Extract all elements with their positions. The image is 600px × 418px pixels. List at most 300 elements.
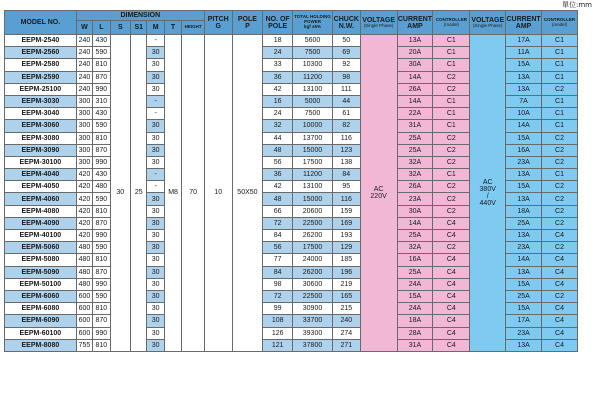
model-cell: EEPM-3040 <box>5 108 77 120</box>
header-current-220-l1: CURRENT <box>397 15 433 23</box>
controller-380-cell: C1 <box>542 47 578 59</box>
no-of-pole-cell: 72 <box>263 290 293 302</box>
model-cell: EEPM-3080 <box>5 132 77 144</box>
controller-220-cell: C4 <box>433 303 470 315</box>
controller-220-cell: C2 <box>433 205 470 217</box>
length-cell: 990 <box>93 83 110 95</box>
holding-power-cell: 10000 <box>293 120 333 132</box>
current-380-cell: 23A <box>506 327 542 339</box>
width-cell: 420 <box>76 181 92 193</box>
controller-380-cell: C2 <box>542 205 578 217</box>
width-cell: 480 <box>76 266 92 278</box>
header-controller-220-label: CONTROLLER <box>435 16 467 22</box>
model-cell: EEPM-60100 <box>5 327 77 339</box>
m-cell: - <box>147 169 164 181</box>
current-380-cell: 13A <box>506 83 542 95</box>
m-cell: 30 <box>147 254 164 266</box>
chuck-nw-cell: 50 <box>332 35 360 47</box>
header-chuck-nw <box>332 11 360 35</box>
holding-power-cell: 37800 <box>293 339 333 351</box>
chuck-nw-cell: 185 <box>332 254 360 266</box>
chuck-nw-cell: 111 <box>332 83 360 95</box>
no-of-pole-cell: 33 <box>263 59 293 71</box>
length-cell: 590 <box>93 120 110 132</box>
model-cell: EEPM-3030 <box>5 95 77 107</box>
width-cell: 420 <box>76 193 92 205</box>
current-220-cell: 18A <box>397 315 433 327</box>
header-no-of-pole-l1: NO. OF <box>265 15 290 23</box>
current-380-cell: 14A <box>506 254 542 266</box>
controller-220-cell: C1 <box>433 47 470 59</box>
controller-380-cell: C2 <box>542 144 578 156</box>
chuck-nw-cell: 69 <box>332 47 360 59</box>
holding-power-cell: 5000 <box>293 95 333 107</box>
controller-380-cell: C1 <box>542 71 578 83</box>
length-cell: 990 <box>93 156 110 168</box>
length-cell: 430 <box>93 169 110 181</box>
holding-power-cell: 17500 <box>293 156 333 168</box>
controller-220-cell: C1 <box>433 59 470 71</box>
controller-380-cell: C1 <box>542 169 578 181</box>
header-controller-380 <box>542 11 578 35</box>
header-controller-380-label: CONTROLLER <box>543 16 576 22</box>
no-of-pole-cell: 48 <box>263 144 293 156</box>
no-of-pole-cell: 108 <box>263 315 293 327</box>
width-cell: 600 <box>76 315 92 327</box>
controller-380-cell: C4 <box>542 266 578 278</box>
current-220-cell: 14A <box>397 217 433 229</box>
width-cell: 240 <box>76 47 92 59</box>
model-cell: EEPM-5090 <box>5 266 77 278</box>
controller-380-cell: C4 <box>542 278 578 290</box>
m-cell: 30 <box>147 205 164 217</box>
controller-380-cell: C2 <box>542 83 578 95</box>
header-dimension: DIMENSION <box>76 11 204 21</box>
current-220-cell: 25A <box>397 266 433 278</box>
current-220-cell: 26A <box>397 181 433 193</box>
length-cell: 590 <box>93 290 110 302</box>
no-of-pole-cell: 36 <box>263 71 293 83</box>
header-holding-l1: TOTAL HOLDING <box>294 14 331 20</box>
current-380-cell: 13A <box>506 169 542 181</box>
width-cell: 480 <box>76 278 92 290</box>
current-380-cell: 14A <box>506 120 542 132</box>
controller-380-cell: C2 <box>542 193 578 205</box>
chuck-nw-cell: 116 <box>332 132 360 144</box>
width-cell: 755 <box>76 339 92 351</box>
spec-table <box>4 10 578 352</box>
current-380-cell: 15A <box>506 132 542 144</box>
header-height-label: HEIGHT <box>184 24 202 30</box>
current-380-cell: 25A <box>506 290 542 302</box>
header-pole-label: POLE <box>237 15 257 23</box>
width-cell: 300 <box>76 132 92 144</box>
no-of-pole-cell: 36 <box>263 169 293 181</box>
controller-380-cell: C1 <box>542 35 578 47</box>
no-of-pole-cell: 84 <box>263 230 293 242</box>
header-controller-380-sub: (model) <box>551 21 568 27</box>
controller-380-cell: C2 <box>542 156 578 168</box>
holding-power-cell: 39300 <box>293 327 333 339</box>
no-of-pole-cell: 48 <box>263 193 293 205</box>
m-cell: - <box>147 95 164 107</box>
current-380-cell: 18A <box>506 205 542 217</box>
current-220-cell: 32A <box>397 169 433 181</box>
controller-220-cell: C2 <box>433 132 470 144</box>
chuck-nw-cell: 138 <box>332 156 360 168</box>
model-cell: EEPM-2580 <box>5 59 77 71</box>
controller-220-cell: C2 <box>433 71 470 83</box>
header-controller-220-sub: (model) <box>443 21 459 27</box>
current-380-cell: 13A <box>506 266 542 278</box>
chuck-nw-cell: 129 <box>332 242 360 254</box>
controller-220-cell: C1 <box>433 108 470 120</box>
no-of-pole-cell: 42 <box>263 181 293 193</box>
current-220-cell: 14A <box>397 95 433 107</box>
chuck-nw-cell: 215 <box>332 303 360 315</box>
length-cell: 870 <box>93 266 110 278</box>
controller-220-cell: C4 <box>433 327 470 339</box>
header-voltage-380 <box>470 11 506 35</box>
controller-220-cell: C4 <box>433 339 470 351</box>
no-of-pole-cell: 121 <box>263 339 293 351</box>
length-cell: 590 <box>93 242 110 254</box>
header-pitch <box>204 11 232 35</box>
model-cell: EEPM-25100 <box>5 83 77 95</box>
controller-380-cell: C2 <box>542 132 578 144</box>
length-cell: 590 <box>93 193 110 205</box>
model-cell: EEPM-4040 <box>5 169 77 181</box>
chuck-nw-cell: 169 <box>332 217 360 229</box>
header-no-of-pole-l2: POLE <box>268 22 288 30</box>
current-220-cell: 31A <box>397 339 433 351</box>
current-220-cell: 30A <box>397 59 433 71</box>
model-cell: EEPM-4080 <box>5 205 77 217</box>
no-of-pole-cell: 99 <box>263 303 293 315</box>
length-cell: 990 <box>93 327 110 339</box>
current-380-cell: 15A <box>506 181 542 193</box>
current-220-cell: 31A <box>397 120 433 132</box>
header-voltage-220 <box>360 11 397 35</box>
header-voltage-380-label: VOLTAGE <box>471 16 505 24</box>
holding-power-cell: 7500 <box>293 108 333 120</box>
controller-380-cell: C1 <box>542 95 578 107</box>
chuck-nw-cell: 196 <box>332 266 360 278</box>
current-220-cell: 24A <box>397 303 433 315</box>
width-cell: 300 <box>76 144 92 156</box>
chuck-nw-cell: 219 <box>332 278 360 290</box>
header-height <box>182 21 205 35</box>
model-cell: EEPM-2560 <box>5 47 77 59</box>
controller-380-cell: C4 <box>542 230 578 242</box>
m-cell: 30 <box>147 193 164 205</box>
table-row <box>5 35 578 47</box>
holding-power-cell: 11200 <box>293 169 333 181</box>
header-l: L <box>93 21 110 35</box>
controller-380-cell: C4 <box>542 315 578 327</box>
m-cell: - <box>147 181 164 193</box>
length-cell: 870 <box>93 217 110 229</box>
m-cell: 30 <box>147 217 164 229</box>
no-of-pole-cell: 24 <box>263 47 293 59</box>
holding-power-cell: 5600 <box>293 35 333 47</box>
width-cell: 480 <box>76 242 92 254</box>
holding-power-cell: 13100 <box>293 181 333 193</box>
header-pitch-label: PITCH <box>207 15 229 23</box>
m-cell: 30 <box>147 230 164 242</box>
current-380-cell: 16A <box>506 144 542 156</box>
m-cell: 30 <box>147 339 164 351</box>
length-cell: 810 <box>93 254 110 266</box>
chuck-nw-cell: 98 <box>332 71 360 83</box>
controller-220-cell: C2 <box>433 144 470 156</box>
chuck-nw-cell: 271 <box>332 339 360 351</box>
current-220-cell: 25A <box>397 230 433 242</box>
no-of-pole-cell: 44 <box>263 132 293 144</box>
holding-power-cell: 33700 <box>293 315 333 327</box>
no-of-pole-cell: 126 <box>263 327 293 339</box>
length-cell: 870 <box>93 71 110 83</box>
model-cell: EEPM-30100 <box>5 156 77 168</box>
chuck-nw-cell: 92 <box>332 59 360 71</box>
chuck-nw-cell: 95 <box>332 181 360 193</box>
holding-power-cell: 22500 <box>293 217 333 229</box>
header-pole <box>232 11 263 35</box>
chuck-nw-cell: 82 <box>332 120 360 132</box>
length-cell: 310 <box>93 95 110 107</box>
no-of-pole-cell: 72 <box>263 217 293 229</box>
no-of-pole-cell: 66 <box>263 205 293 217</box>
no-of-pole-cell: 98 <box>263 278 293 290</box>
width-cell: 300 <box>76 156 92 168</box>
header-current-380-l2: AMP <box>515 22 532 30</box>
holding-power-cell: 11200 <box>293 71 333 83</box>
controller-380-cell: C4 <box>542 339 578 351</box>
holding-power-cell: 26200 <box>293 230 333 242</box>
header-t: T <box>164 21 181 35</box>
length-cell: 870 <box>93 315 110 327</box>
current-380-cell: 11A <box>506 47 542 59</box>
controller-220-cell: C2 <box>433 156 470 168</box>
m-cell: 30 <box>147 156 164 168</box>
width-cell: 420 <box>76 217 92 229</box>
width-cell: 600 <box>76 290 92 302</box>
m-cell: 30 <box>147 327 164 339</box>
header-current-220-l2: AMP <box>407 22 423 30</box>
model-cell: EEPM-5060 <box>5 242 77 254</box>
controller-380-cell: C2 <box>542 290 578 302</box>
no-of-pole-cell: 24 <box>263 108 293 120</box>
controller-380-cell: C4 <box>542 327 578 339</box>
controller-220-cell: C2 <box>433 181 470 193</box>
width-cell: 240 <box>76 71 92 83</box>
no-of-pole-cell: 84 <box>263 266 293 278</box>
current-380-cell: 13A <box>506 71 542 83</box>
header-no-of-pole <box>263 11 293 35</box>
current-380-cell: 23A <box>506 156 542 168</box>
chuck-nw-cell: 84 <box>332 169 360 181</box>
header-current-380 <box>506 11 542 35</box>
model-cell: EEPM-2540 <box>5 35 77 47</box>
current-380-cell: 13A <box>506 193 542 205</box>
length-cell: 810 <box>93 205 110 217</box>
length-cell: 430 <box>93 108 110 120</box>
holding-power-cell: 10300 <box>293 59 333 71</box>
controller-220-cell: C4 <box>433 230 470 242</box>
length-cell: 990 <box>93 278 110 290</box>
model-cell: EEPM-50100 <box>5 278 77 290</box>
header-pitch-sub: G <box>215 22 221 30</box>
no-of-pole-cell: 56 <box>263 156 293 168</box>
controller-220-cell: C4 <box>433 254 470 266</box>
length-cell: 810 <box>93 59 110 71</box>
merged-pole-cell: 50X50 <box>232 35 263 352</box>
chuck-nw-cell: 193 <box>332 230 360 242</box>
current-220-cell: 14A <box>397 71 433 83</box>
current-220-cell: 15A <box>397 290 433 302</box>
merged-s1-cell: 25 <box>131 35 147 352</box>
holding-power-cell: 30600 <box>293 278 333 290</box>
length-cell: 810 <box>93 132 110 144</box>
header-w: W <box>76 21 92 35</box>
model-cell: EEPM-40100 <box>5 230 77 242</box>
controller-380-cell: C4 <box>542 303 578 315</box>
holding-power-cell: 20600 <box>293 205 333 217</box>
length-cell: 810 <box>93 339 110 351</box>
width-cell: 420 <box>76 230 92 242</box>
header-chuck-l2: N.W. <box>338 22 354 30</box>
m-cell: 30 <box>147 242 164 254</box>
holding-power-cell: 24000 <box>293 254 333 266</box>
no-of-pole-cell: 56 <box>263 242 293 254</box>
m-cell: 30 <box>147 315 164 327</box>
header-voltage-220-label: VOLTAGE <box>362 16 395 24</box>
no-of-pole-cell: 18 <box>263 35 293 47</box>
current-380-cell: 13A <box>506 339 542 351</box>
length-cell: 480 <box>93 181 110 193</box>
current-220-cell: 30A <box>397 205 433 217</box>
controller-220-cell: C1 <box>433 120 470 132</box>
controller-220-cell: C2 <box>433 83 470 95</box>
current-220-cell: 32A <box>397 242 433 254</box>
model-cell: EEPM-4050 <box>5 181 77 193</box>
current-220-cell: 28A <box>397 327 433 339</box>
model-cell: EEPM-3060 <box>5 120 77 132</box>
controller-220-cell: C4 <box>433 290 470 302</box>
controller-220-cell: C4 <box>433 278 470 290</box>
current-380-cell: 25A <box>506 217 542 229</box>
m-cell: - <box>147 108 164 120</box>
controller-220-cell: C1 <box>433 35 470 47</box>
model-cell: EEPM-2590 <box>5 71 77 83</box>
current-220-cell: 20A <box>397 47 433 59</box>
controller-380-cell: C2 <box>542 181 578 193</box>
controller-220-cell: C2 <box>433 193 470 205</box>
current-220-cell: 23A <box>397 193 433 205</box>
width-cell: 300 <box>76 108 92 120</box>
m-cell: 30 <box>147 132 164 144</box>
controller-220-cell: C2 <box>433 242 470 254</box>
controller-380-cell: C1 <box>542 120 578 132</box>
header-voltage-380-sub: (Single Phase) <box>472 22 503 28</box>
model-cell: EEPM-8080 <box>5 339 77 351</box>
m-cell: 30 <box>147 83 164 95</box>
no-of-pole-cell: 42 <box>263 83 293 95</box>
holding-power-cell: 13100 <box>293 83 333 95</box>
current-220-cell: 32A <box>397 156 433 168</box>
current-380-cell: 15A <box>506 278 542 290</box>
no-of-pole-cell: 32 <box>263 120 293 132</box>
m-cell: 30 <box>147 266 164 278</box>
model-cell: EEPM-6060 <box>5 290 77 302</box>
header-holding-l3: kgf ±5% <box>304 23 321 29</box>
width-cell: 600 <box>76 303 92 315</box>
current-220-cell: 13A <box>397 35 433 47</box>
current-380-cell: 13A <box>506 230 542 242</box>
current-220-cell: 16A <box>397 254 433 266</box>
header-model: MODEL NO. <box>5 11 77 35</box>
current-220-cell: 26A <box>397 83 433 95</box>
length-cell: 430 <box>93 35 110 47</box>
width-cell: 420 <box>76 169 92 181</box>
current-380-cell: 7A <box>506 95 542 107</box>
header-controller-220 <box>433 11 470 35</box>
voltage-380-cell: AC 380V / 440V <box>470 35 506 352</box>
controller-220-cell: C1 <box>433 169 470 181</box>
length-cell: 590 <box>93 47 110 59</box>
m-cell: 30 <box>147 71 164 83</box>
current-220-cell: 22A <box>397 108 433 120</box>
current-380-cell: 15A <box>506 303 542 315</box>
controller-380-cell: C1 <box>542 59 578 71</box>
controller-380-cell: C1 <box>542 108 578 120</box>
voltage-220-cell: AC 220V <box>360 35 397 352</box>
model-cell: EEPM-5080 <box>5 254 77 266</box>
header-current-220 <box>397 11 433 35</box>
length-cell: 990 <box>93 230 110 242</box>
chuck-nw-cell: 123 <box>332 144 360 156</box>
table-body <box>5 35 578 352</box>
holding-power-cell: 15000 <box>293 144 333 156</box>
header-m: M <box>147 21 164 35</box>
m-cell: - <box>147 35 164 47</box>
header-s1: S1 <box>131 21 147 35</box>
chuck-nw-cell: 240 <box>332 315 360 327</box>
model-cell: EEPM-3090 <box>5 144 77 156</box>
m-cell: 30 <box>147 144 164 156</box>
chuck-nw-cell: 274 <box>332 327 360 339</box>
holding-power-cell: 22500 <box>293 290 333 302</box>
holding-power-cell: 17500 <box>293 242 333 254</box>
m-cell: 30 <box>147 59 164 71</box>
m-cell: 30 <box>147 290 164 302</box>
merged-s-cell: 30 <box>110 35 130 352</box>
current-220-cell: 25A <box>397 132 433 144</box>
current-220-cell: 24A <box>397 278 433 290</box>
holding-power-cell: 30900 <box>293 303 333 315</box>
model-cell: EEPM-6090 <box>5 315 77 327</box>
chuck-nw-cell: 44 <box>332 95 360 107</box>
model-cell: EEPM-6080 <box>5 303 77 315</box>
current-220-cell: 25A <box>397 144 433 156</box>
width-cell: 240 <box>76 35 92 47</box>
controller-220-cell: C4 <box>433 315 470 327</box>
width-cell: 240 <box>76 83 92 95</box>
header-voltage-220-sub: (Single Phase) <box>363 22 394 28</box>
width-cell: 480 <box>76 254 92 266</box>
controller-220-cell: C4 <box>433 217 470 229</box>
length-cell: 810 <box>93 303 110 315</box>
